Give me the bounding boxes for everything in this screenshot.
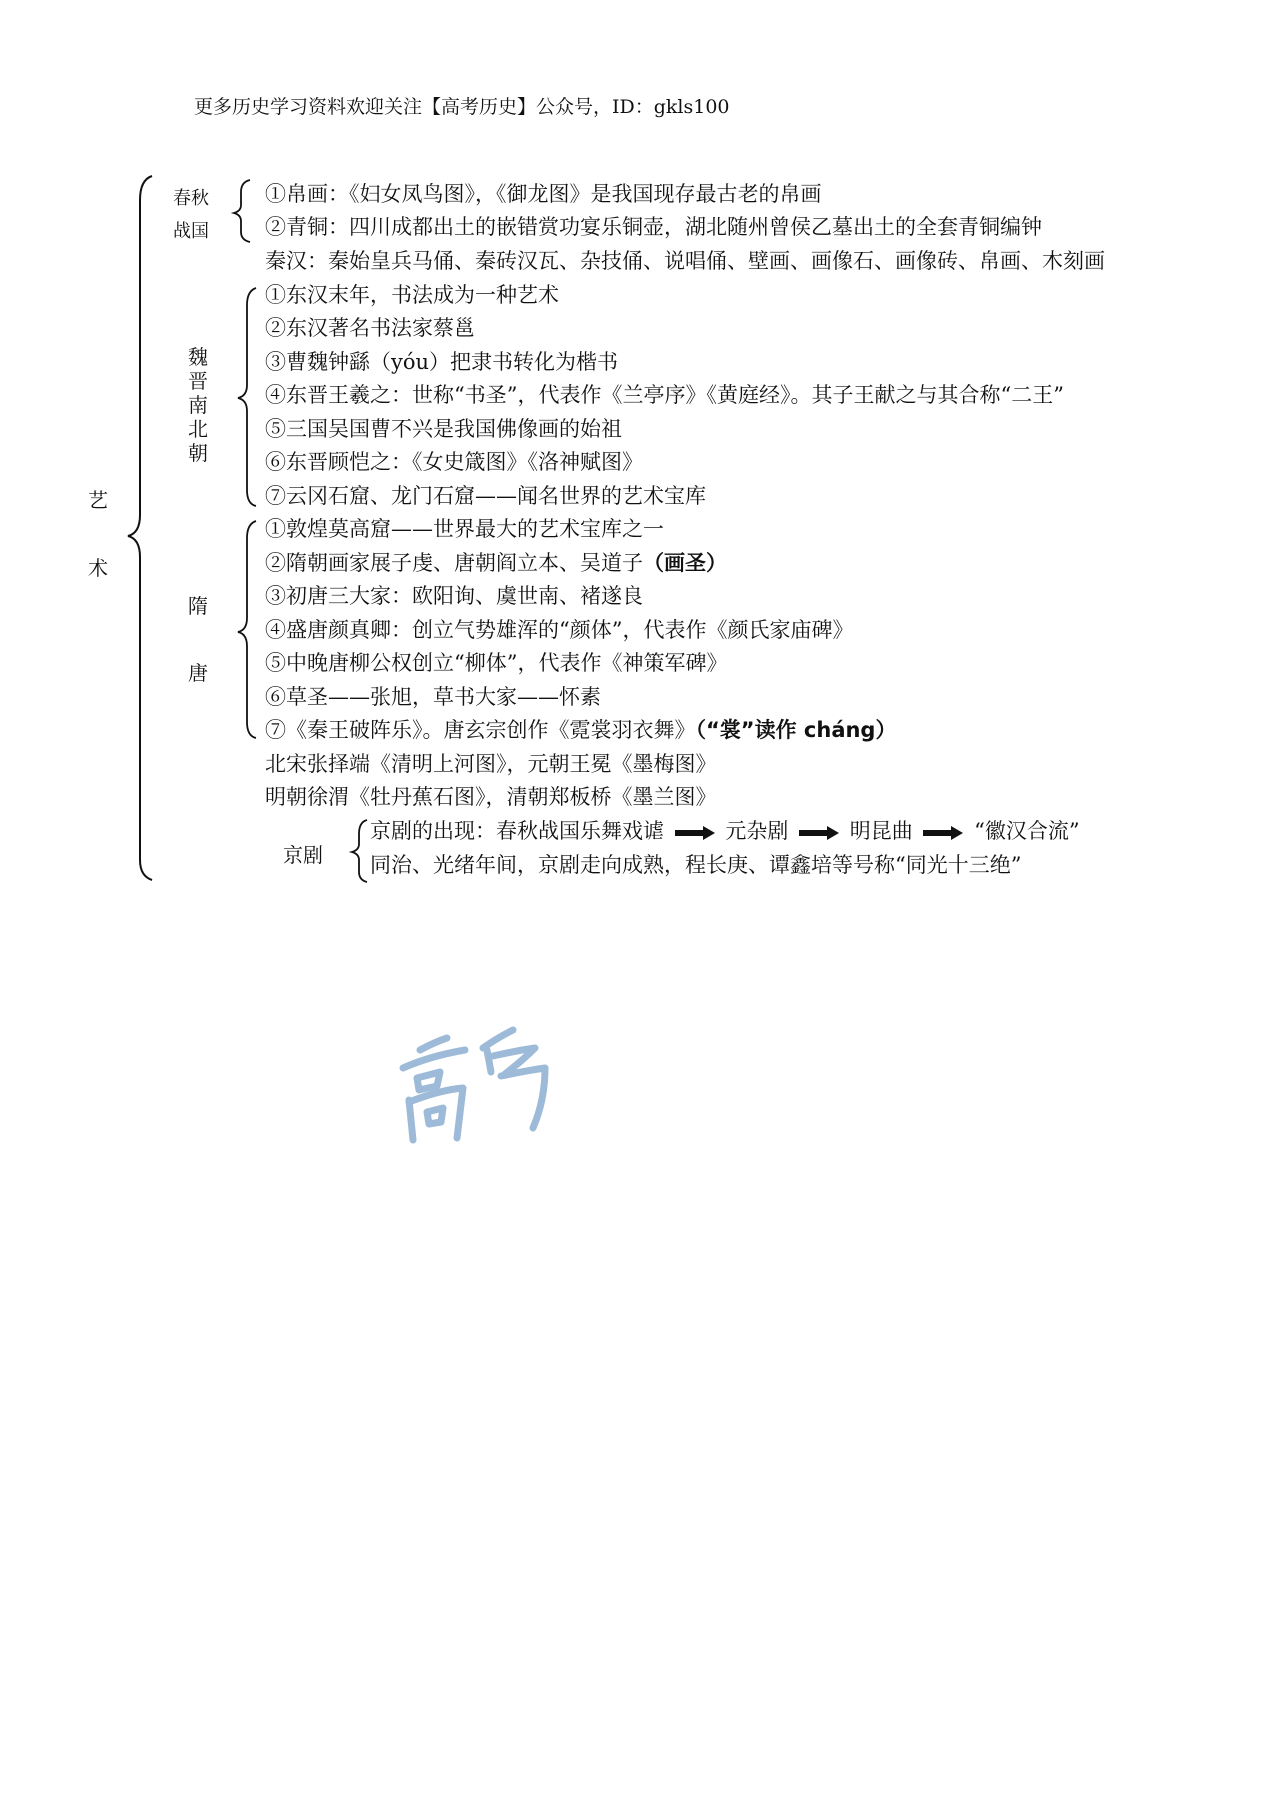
right-arrow-icon bbox=[799, 826, 839, 840]
weijin-label: 魏 晋 南 北 朝 bbox=[188, 345, 208, 465]
suitang-item: ⑥草圣——张旭，草书大家——怀素 bbox=[265, 685, 601, 709]
jingju-origin: 京剧的出现：春秋战国乐舞戏谑 元杂剧 明昆曲 “徽汉合流” bbox=[370, 819, 1080, 843]
chunqiu-item: ①帛画：《妇女凤鸟图》，《御龙图》是我国现存最古老的帛画 bbox=[265, 182, 822, 206]
suitang-brace bbox=[238, 521, 256, 738]
right-arrow-icon bbox=[675, 826, 715, 840]
root-label-2: 术 bbox=[88, 556, 108, 580]
weijin-item: ②东汉著名书法家蔡邕 bbox=[265, 316, 475, 340]
weijin-item: ③曹魏钟繇（yóu）把隶书转化为楷书 bbox=[265, 350, 619, 374]
jingju-label: 京剧 bbox=[283, 843, 323, 867]
suitang-label-1: 隋 bbox=[188, 594, 208, 618]
weijin-item: ⑦云冈石窟、龙门石窟——闻名世界的艺术宝库 bbox=[265, 484, 706, 508]
chunqiu-label-2: 战国 bbox=[173, 221, 209, 242]
root-label-1: 艺 bbox=[88, 488, 108, 512]
suitang-label-2: 唐 bbox=[188, 661, 208, 685]
weijin-item: ①东汉末年，书法成为一种艺术 bbox=[265, 283, 559, 307]
suitang-item: ⑦《秦王破阵乐》。唐玄宗创作《霓裳羽衣舞》（“裳”读作 cháng） bbox=[265, 718, 897, 742]
handwritten-watermark bbox=[395, 1020, 555, 1150]
weijin-item: ⑥东晋顾恺之：《女史箴图》《洛神赋图》 bbox=[265, 450, 643, 474]
mingqing-line: 明朝徐渭《牡丹蕉石图》，清朝郑板桥《墨兰图》 bbox=[265, 785, 717, 809]
qinhan-line: 秦汉：秦始皇兵马俑、秦砖汉瓦、杂技俑、说唱俑、壁画、画像石、画像砖、帛画、木刻画 bbox=[265, 249, 1105, 273]
suitang-item: ①敦煌莫高窟——世界最大的艺术宝库之一 bbox=[265, 517, 664, 541]
suitang-item: ③初唐三大家：欧阳询、虞世南、褚遂良 bbox=[265, 584, 643, 608]
root-brace bbox=[128, 176, 152, 880]
page-header: 更多历史学习资料欢迎关注【高考历史】公众号，ID：gkls100 bbox=[194, 96, 730, 118]
right-arrow-icon bbox=[923, 826, 963, 840]
weijin-brace bbox=[238, 288, 256, 506]
jingju-maturity: 同治、光绪年间，京剧走向成熟，程长庚、谭鑫培等号称“同光十三绝” bbox=[370, 853, 1022, 877]
suitang-item: ④盛唐颜真卿：创立气势雄浑的“颜体”，代表作《颜氏家庙碑》 bbox=[265, 618, 854, 642]
weijin-item: ④东晋王羲之：世称“书圣”，代表作《兰亭序》《黄庭经》。其子王献之与其合称“二王” bbox=[265, 383, 1064, 407]
suitang-item: ②隋朝画家展子虔、唐朝阎立本、吴道子（画圣） bbox=[265, 551, 727, 575]
weijin-item: ⑤三国吴国曹不兴是我国佛像画的始祖 bbox=[265, 417, 622, 441]
chunqiu-item: ②青铜：四川成都出土的嵌错赏功宴乐铜壶，湖北随州曾侯乙墓出土的全套青铜编钟 bbox=[265, 215, 1042, 239]
songyuan-line: 北宋张择端《清明上河图》，元朝王冕《墨梅图》 bbox=[265, 752, 717, 776]
jingju-brace bbox=[352, 820, 367, 882]
suitang-item: ⑤中晚唐柳公权创立“柳体”，代表作《神策军碑》 bbox=[265, 651, 728, 675]
chunqiu-label-1: 春秋 bbox=[173, 188, 209, 209]
chunqiu-brace bbox=[234, 180, 250, 242]
